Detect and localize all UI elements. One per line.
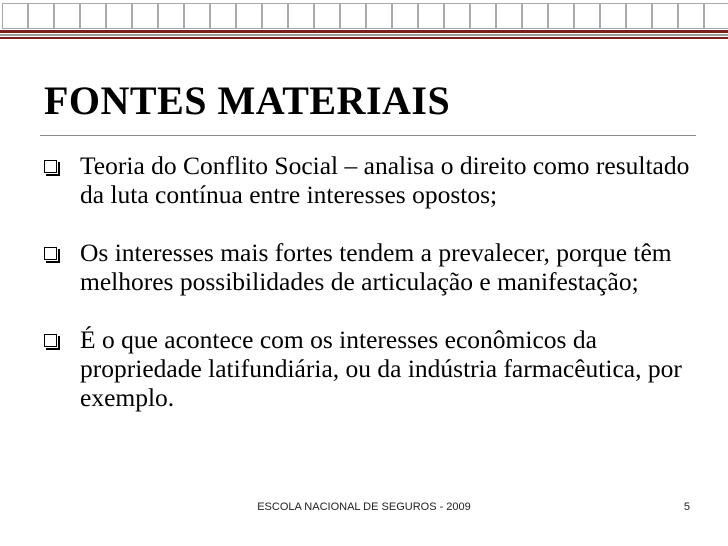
band-square <box>366 3 392 29</box>
bullet-item <box>40 238 700 325</box>
band-square <box>210 3 236 29</box>
bullet-list <box>40 151 700 412</box>
band-square <box>574 3 600 29</box>
band-square <box>548 3 574 29</box>
footer-school-text: ESCOLA NACIONAL DE SEGUROS - 2009 <box>257 501 471 513</box>
band-square <box>444 3 470 29</box>
slide-title: FONTES MATERIAIS <box>44 78 451 123</box>
band-square <box>470 3 496 29</box>
band-square <box>522 3 548 29</box>
band-square <box>158 3 184 29</box>
band-square <box>132 3 158 29</box>
band-accent-line-top <box>0 30 728 33</box>
bullet-item <box>40 151 700 238</box>
hollow-square-bullet-icon <box>44 334 57 347</box>
band-square <box>652 3 678 29</box>
band-square <box>106 3 132 29</box>
hollow-square-bullet-icon <box>44 160 57 173</box>
band-square <box>392 3 418 29</box>
band-square <box>600 3 626 29</box>
bullet-item <box>40 325 700 412</box>
band-square <box>54 3 80 29</box>
bullet-text: Teoria do Conflito Social – analisa o direito como resultado da luta contínua entre interesses opostos; <box>80 151 690 209</box>
band-square <box>184 3 210 29</box>
band-square <box>626 3 652 29</box>
band-square <box>418 3 444 29</box>
band-square <box>288 3 314 29</box>
band-square <box>28 3 54 29</box>
hollow-square-bullet-icon <box>44 247 57 260</box>
band-square <box>314 3 340 29</box>
band-square <box>678 3 704 29</box>
band-square <box>80 3 106 29</box>
bullet-text: É o que acontece com os interesses econômicos da propriedade latifundiária, ou da indústria farmacêutica, por exemplo. <box>80 325 682 412</box>
title-underline <box>40 135 696 136</box>
band-square <box>496 3 522 29</box>
band-square <box>704 3 728 29</box>
band-square <box>340 3 366 29</box>
band-square-row <box>0 3 728 29</box>
band-square <box>2 3 28 29</box>
header-decorative-band <box>0 0 728 40</box>
footer-page-number: 5 <box>683 501 690 513</box>
band-gray-line <box>0 34 728 36</box>
band-square <box>236 3 262 29</box>
band-square <box>262 3 288 29</box>
band-accent-line-bottom <box>0 37 728 39</box>
bullet-text: Os interesses mais fortes tendem a prevalecer, porque têm melhores possibilidades de articulação e manifestação; <box>80 238 672 296</box>
